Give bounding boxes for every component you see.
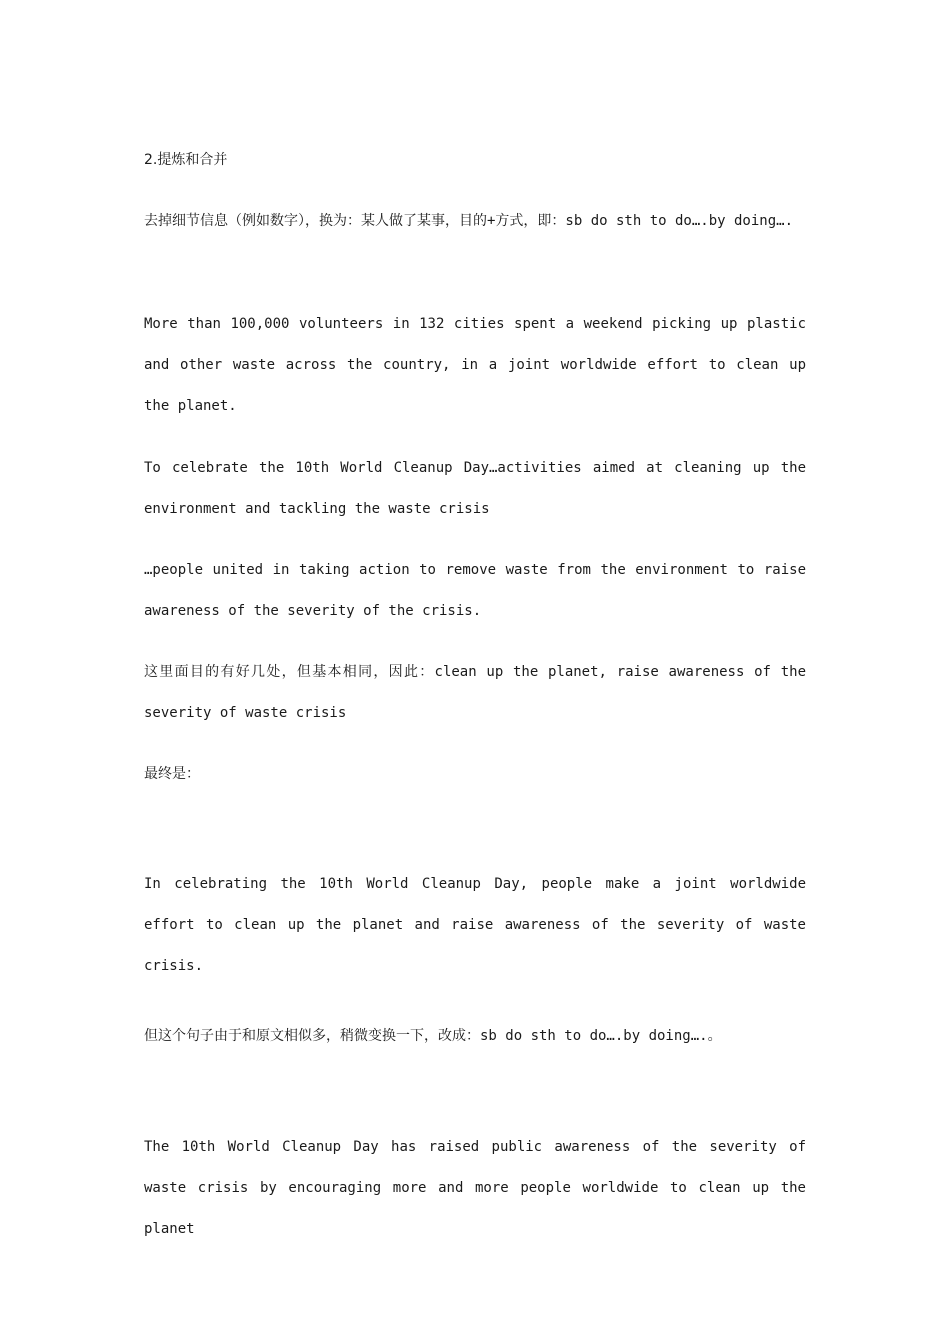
paragraph-rewritten-sentence: The 10th World Cleanup Day has raised public awareness of the severity of waste crisis by encouraging more and more people worldwide to clean up the planet (144, 1139, 806, 1237)
paragraph-merged-sentence: In celebrating the 10th World Cleanup Day, people make a joint worldwide effort to clean up the planet and raise awareness of the severity of waste crisis. (144, 876, 806, 974)
paragraph-rewrite-instruction: 但这个句子由于和原文相似多，稍微变换一下，改成：sb do sth to do….by doing….。 (144, 1028, 722, 1044)
paragraph-instruction: 去掉细节信息（例如数字），换为：某人做了某事，目的+方式，即：sb do sth to do….by doing…. (144, 213, 794, 229)
paragraph-final-label: 最终是： (144, 766, 200, 782)
paragraph-source-sentence-1: More than 100,000 volunteers in 132 cities spent a weekend picking up plastic and other waste across the country, in a joint worldwide effort to clean up the planet. (144, 316, 806, 414)
paragraph-source-sentence-2: To celebrate the 10th World Cleanup Day…activities aimed at cleaning up the environment and tackling the waste crisis (144, 460, 806, 517)
paragraph-purpose-summary: 这里面目的有好几处，但基本相同，因此：clean up the planet, raise awareness of the severity of waste crisis (144, 664, 806, 721)
section-heading: 2.提炼和合并 (144, 152, 228, 168)
paragraph-source-sentence-3: …people united in taking action to remove waste from the environment to raise awareness of the severity of the crisis. (144, 562, 806, 619)
